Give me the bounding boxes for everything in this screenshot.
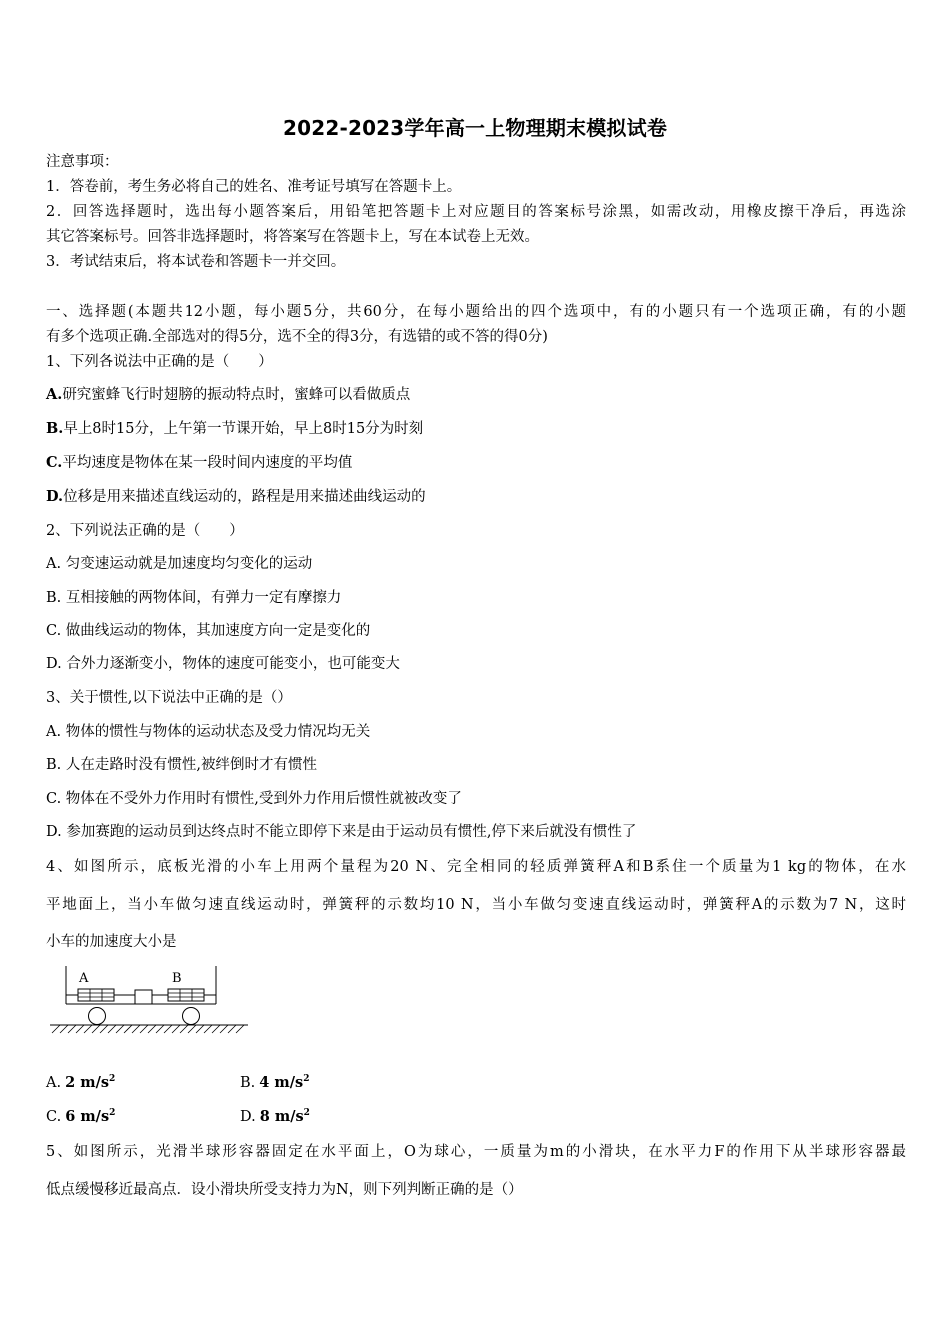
option-label: C. (46, 454, 63, 471)
notice-item-2-cont: 其它答案标号。回答非选择题时，将答案写在答题卡上，写在本试卷上无效。 (46, 229, 539, 245)
option-text: 早上8时15分，上午第一节课开始，早上8时15分为时刻 (63, 421, 424, 437)
option-label: A. (46, 1075, 62, 1091)
option-value: 4 m/s (259, 1074, 304, 1091)
page-title: 2022-2023学年高一上物理期末模拟试卷 (282, 116, 668, 140)
q4-option-b (240, 1071, 309, 1095)
q4-stem-line1: 4、如图所示，底板光滑的小车上用两个量程为20 N、完全相同的轻质弹簧秤A和B系住一个质量为1 kg的物体，在水 (46, 859, 906, 875)
q3-option-b: B. 人在走路时没有惯性,被绊倒时才有惯性 (46, 757, 317, 773)
option-label: A. (46, 386, 63, 403)
q2-option-c: C. 做曲线运动的物体，其加速度方向一定是变化的 (46, 623, 371, 639)
q1-option-a (46, 383, 906, 407)
section-instructions-line2: 有多个选项正确.全部选对的得5分，选不全的得3分，有选错的或不答的得0分) (46, 329, 548, 345)
ground-hatching (52, 1025, 244, 1033)
q1-option-c (46, 451, 906, 475)
option-value: 2 m/s (65, 1074, 110, 1091)
notice-item-2: 2．回答选择题时，选出每小题答案后，用铅笔把答题卡上对应题目的答案标号涂黑，如需改动，用橡皮擦干净后，再选涂 (46, 204, 906, 220)
option-text: 研究蜜蜂飞行时翅膀的振动特点时，蜜蜂可以看做质点 (62, 387, 411, 403)
q2-option-a: A. 匀变速运动就是加速度均匀变化的运动 (46, 556, 313, 572)
q4-option-a (46, 1075, 115, 1091)
option-text: 位移是用来描述直线运动的，路程是用来描述曲线运动的 (63, 489, 426, 505)
option-label: C. (46, 1109, 62, 1125)
q3-option-d: D. 参加赛跑的运动员到达终点时不能立即停下来是由于运动员有惯性,停下来后就没有惯性了 (46, 824, 637, 840)
q1-option-b (46, 417, 906, 441)
section-instructions-line1: 一、选择题(本题共12小题，每小题5分，共60分，在每小题给出的四个选项中，有的小题只有一个选项正确，有的小题 (46, 304, 906, 320)
notice-item-1: 1．答卷前，考生务必将自己的姓名、准考证号填写在答题卡上。 (46, 179, 462, 195)
q4-option-c (46, 1109, 115, 1125)
q4-stem-line3: 小车的加速度大小是 (46, 934, 177, 950)
q2-option-b: B. 互相接触的两物体间，有弹力一定有摩擦力 (46, 590, 342, 606)
scale-a-label: A (79, 971, 89, 986)
q1-option-d (46, 485, 906, 509)
option-exponent: 2 (109, 1108, 116, 1119)
q4-option-d (240, 1105, 310, 1129)
q3-option-c: C. 物体在不受外力作用时有惯性,受到外力作用后惯性就被改变了 (46, 791, 462, 807)
q5-stem-line2: 低点缓慢移近最高点．设小滑块所受支持力为N，则下列判断正确的是（） (46, 1182, 523, 1198)
option-label: D. (240, 1109, 256, 1125)
option-label: D. (46, 488, 64, 505)
option-value: 6 m/s (65, 1108, 110, 1125)
q5-stem-line1: 5、如图所示，光滑半球形容器固定在水平面上，O为球心，一质量为m的小滑块，在水平力F的作用下从半球形容器最 (46, 1144, 906, 1160)
q3-stem: 3、关于惯性,以下说法中正确的是（） (46, 690, 292, 706)
q1-stem: 1、下列各说法中正确的是（ ） (46, 354, 273, 370)
notice-heading: 注意事项： (46, 154, 119, 170)
option-label: B. (240, 1075, 256, 1091)
q2-stem: 2、下列说法正确的是（ ） (46, 523, 244, 539)
option-text: 平均速度是物体在某一段时间内速度的平均值 (62, 455, 353, 471)
option-label: B. (46, 420, 64, 437)
q2-option-d: D. 合外力逐渐变小，物体的速度可能变小，也可能变大 (46, 656, 400, 672)
q4-cart-diagram (46, 962, 256, 1042)
notice-item-3: 3．考试结束后，将本试卷和答题卡一并交回。 (46, 254, 346, 270)
q3-option-a: A. 物体的惯性与物体的运动状态及受力情况均无关 (46, 724, 371, 740)
option-value: 8 m/s (259, 1108, 304, 1125)
q4-options-row-1 (46, 1071, 906, 1095)
q4-options-row-2 (46, 1105, 906, 1129)
option-exponent: 2 (303, 1108, 310, 1119)
q4-stem-line2: 平地面上，当小车做匀速直线运动时，弹簧秤的示数均10 N，当小车做匀变速直线运动时，弹簧秤A的示数为7 N，这时 (46, 897, 906, 913)
option-exponent: 2 (109, 1074, 116, 1085)
option-exponent: 2 (303, 1074, 310, 1085)
scale-b-label: B (172, 971, 182, 986)
